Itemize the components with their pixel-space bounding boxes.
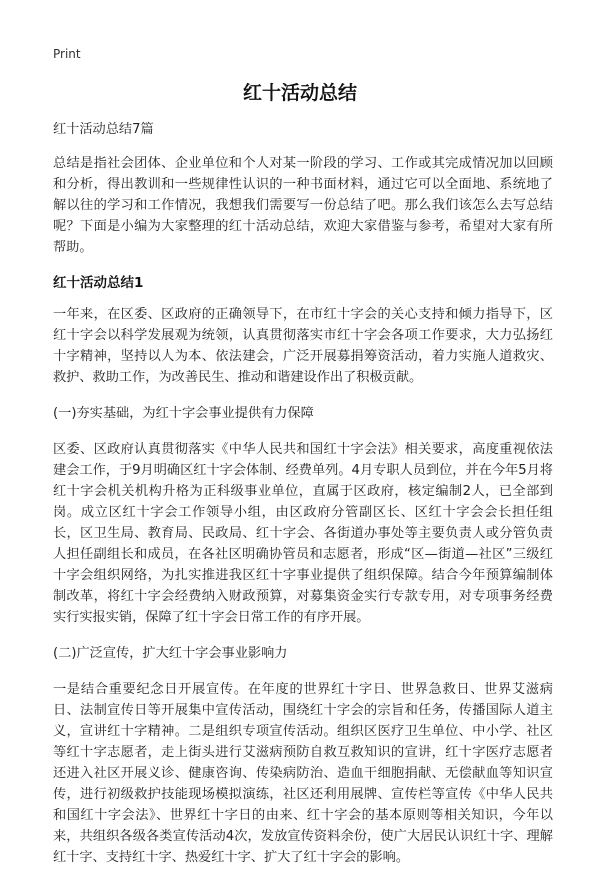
section-heading: 红十活动总结1 <box>53 275 144 291</box>
body-paragraph-2: 区委、区政府认真贯彻落实《中华人民共和国红十字会法》相关要求，高度重视依法建会工作，于9月明确区红十字会体制、经费单列。4月专职人员到位，并在今年5月将红十字会机关机构升格为正科级事业单位，直属于区政府，核定编制2人，已全部到岗。成立区红十字会工作领导小组，由区政府分管副区长、区红十字会会长担任组长，区卫生局、教育局、民政局、红十字会、各街道办事处等主要负责人或分管负责人担任副组长和成员，在各社区明确协管员和志愿者，形成“区—街道—社区”三级红十字会组织网络，为扎实推进我区红十字事业提供了组织保障。结合今年预算编制体制改革，将红十字会经费纳入财政预算，对募集资金实行专款专用，对专项事务经费实行实报实销，保障了红十字会日常工作的有序开展。 <box>53 442 553 625</box>
subsection-heading-2: (二)广泛宣传，扩大红十字会事业影响力 <box>53 646 288 661</box>
print-link[interactable]: Print <box>53 47 81 61</box>
document-subtitle: 红十活动总结7篇 <box>53 122 154 137</box>
subsection-heading-1: (一)夯实基础，为红十字会事业提供有力保障 <box>53 406 314 421</box>
intro-paragraph: 总结是指社会团体、企业单位和个人对某一阶段的学习、工作或其完成情况加以回顾和分析，得出教训和一些规律性认识的一种书面材料，通过它可以全面地、系统地了解以往的学习和工作情况，我想我们需要写一份总结了吧。那么我们该怎么去写总结呢？下面是小编为大家整理的红十活动总结，欢迎大家借鉴与参考，希望对大家有所帮助。 <box>53 156 553 255</box>
body-paragraph-3: 一是结合重要纪念日开展宣传。在年度的世界红十字日、世界急救日、世界艾滋病日、法制宣传日等开展集中宣传活动，围绕红十字会的宗旨和任务，传播国际人道主义，宣讲红十字精神。二是组织专项宣传活动。组织区医疗卫生单位、中小学、社区等红十字志愿者，走上街头进行艾滋病预防自救互救知识的宣讲，红十字医疗志愿者还进入社区开展义诊、健康咨询、传染病防治、造血干细胞捐献、无偿献血等知识宣传，进行初级救护技能现场模拟演练，社区还利用展牌、宣传栏等宣传《中华人民共和国红十字会法》、世界红十字日的由来、红十字会的基本原则等相关知识，今年以来，共组织各级各类宣传活动4次，发放宣传资料余份，使广大居民认识红十字、理解红十字、支持红十字、热爱红十字、扩大了红十字会的影响。 <box>53 682 553 865</box>
document-title: 红十活动总结 <box>242 82 357 104</box>
body-paragraph-1: 一年来，在区委、区政府的正确领导下，在市红十字会的关心支持和倾力指导下，区红十字会以科学发展观为统领，认真贯彻落实市红十字会各项工作要求，大力弘扬红十字精神，坚持以人为本、依法建会，广泛开展募捐筹资活动，着力实施人道救灾、救护、救助工作，为改善民生、推动和谐建设作出了积极贡献。 <box>53 307 553 385</box>
document-body <box>53 119 553 883</box>
